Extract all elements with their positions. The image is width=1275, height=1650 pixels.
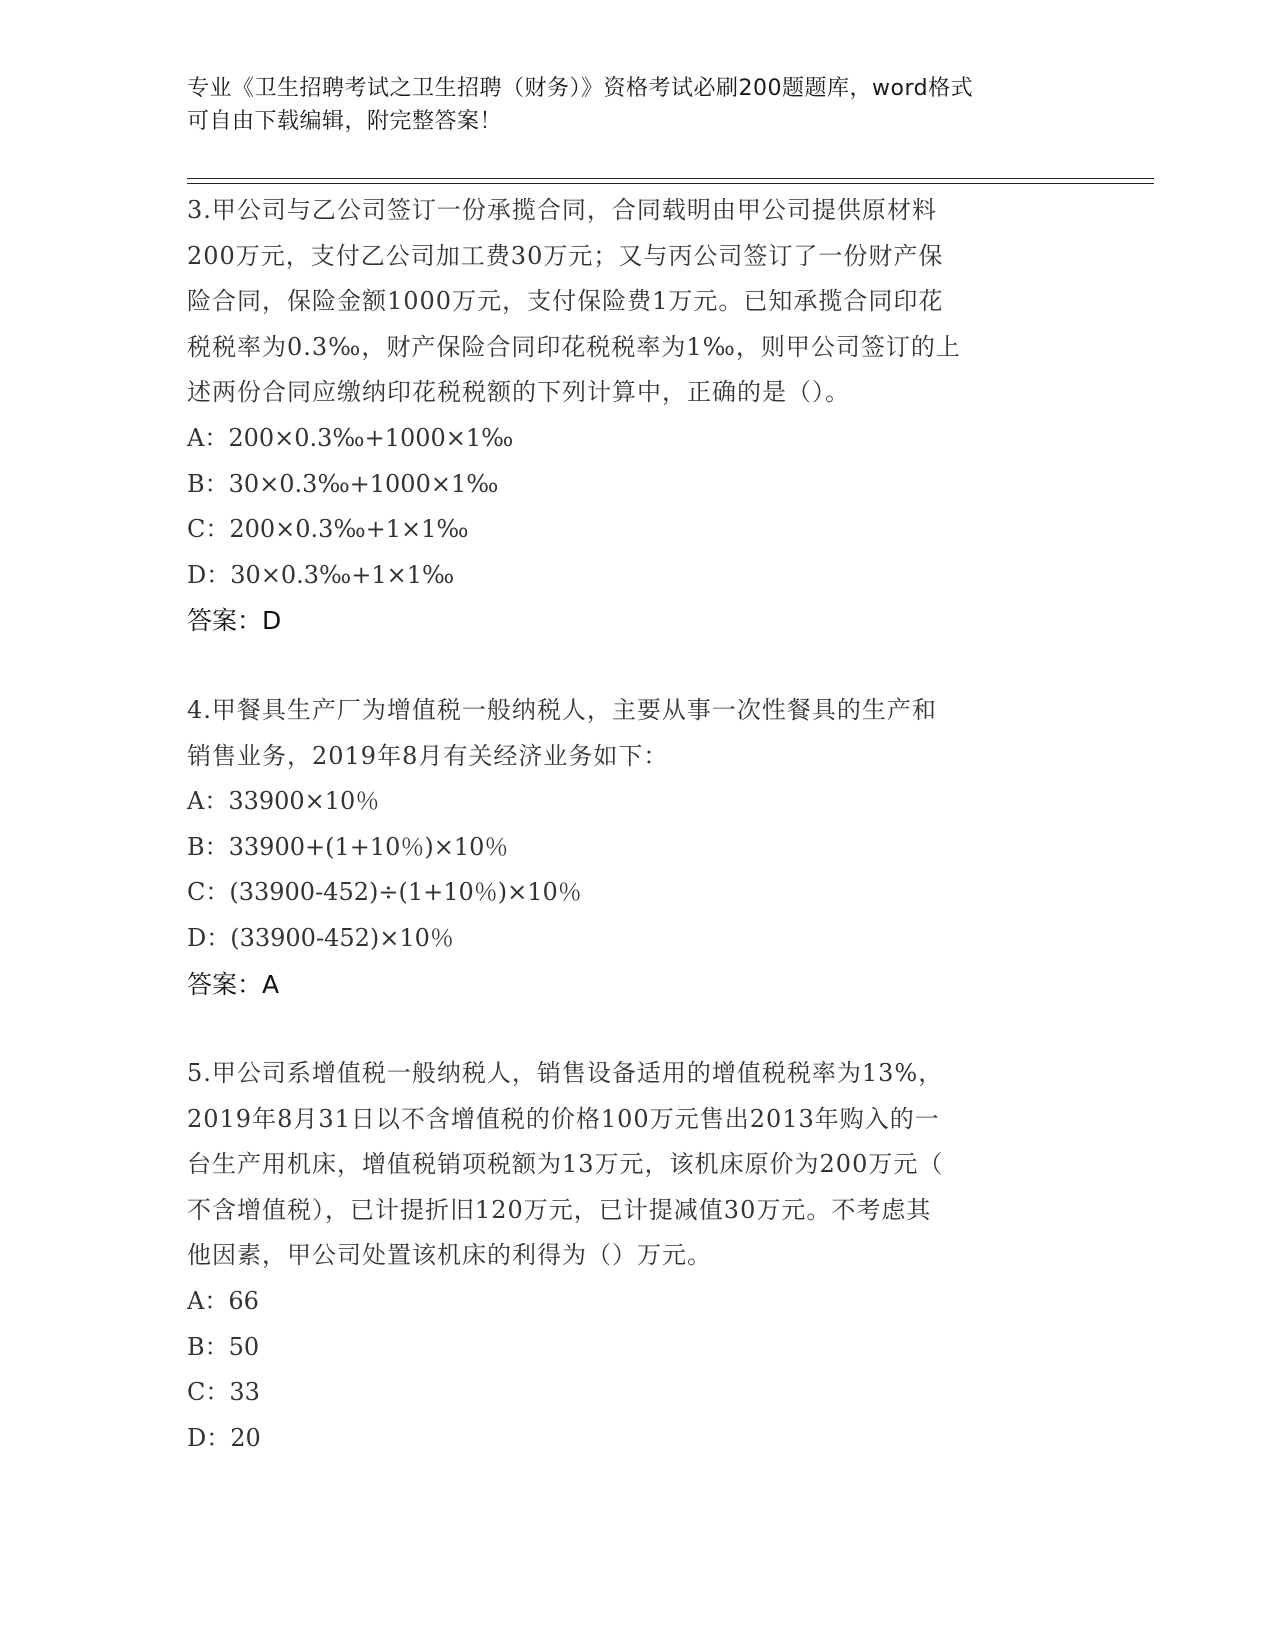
option-d: D：(33900-452)×10％ (187, 923, 454, 952)
option-a: A：200×0.3‰+1000×1‰ (187, 423, 514, 452)
option-c: C：33 (187, 1378, 260, 1407)
question-text-line: 200万元，支付乙公司加工费30万元；又与丙公司签订了一份财产保 (187, 241, 944, 270)
question-spacer (187, 1007, 1087, 1051)
question-text-line: 3.甲公司与乙公司签订一份承揽合同，合同载明由甲公司提供原材料 (187, 196, 937, 224)
question-text-line: 台生产用机床，增值税销项税额为13万元，该机床原价为200万元（ (187, 1150, 944, 1179)
header-line-2: 可自由下载编辑，附完整答案！ (187, 109, 503, 134)
header-line-1: 专业《卫生招聘考试之卫生招聘（财务）》资格考试必刷200题题库，word格式 (187, 76, 974, 101)
question-text-line: 税税率为0.3‰，财产保险合同印花税税率为1‰，则甲公司签订的上 (187, 332, 961, 361)
option-d: D：30×0.3‰+1×1‰ (187, 560, 455, 589)
option-c: C：(33900-452)÷(1+10％)×10％ (187, 878, 582, 907)
option-b: B：33900+(1+10％)×10％ (187, 832, 509, 861)
option-b: B：30×0.3‰+1000×1‰ (187, 469, 499, 498)
question-text-line: 销售业务，2019年8月有关经济业务如下： (187, 741, 669, 770)
question-5 (187, 1051, 1087, 1461)
option-c: C：200×0.3‰+1×1‰ (187, 515, 469, 544)
header-divider-bottom (187, 183, 1154, 184)
question-list (187, 188, 1087, 1461)
header-divider-top (187, 178, 1154, 179)
question-text-line: 述两份合同应缴纳印花税税额的下列计算中，正确的是（）。 (187, 378, 850, 407)
question-spacer (187, 644, 1087, 688)
question-text-line: 险合同，保险金额1000万元，支付保险费1万元。已知承揽合同印花 (187, 287, 944, 316)
question-text-line: 4.甲餐具生产厂为增值税一般纳税人，主要从事一次性餐具的生产和 (187, 695, 937, 724)
option-a: A：66 (187, 1287, 259, 1316)
option-b: B：50 (187, 1332, 260, 1361)
document-header (187, 72, 1067, 138)
answer-label: 答案：A (187, 969, 280, 999)
option-d: D：20 (187, 1423, 261, 1452)
question-text-line: 他因素，甲公司处置该机床的利得为（）万元。 (187, 1241, 712, 1270)
question-4 (187, 688, 1087, 1007)
question-text-line: 5.甲公司系增值税一般纳税人，销售设备适用的增值税税率为13%， (187, 1059, 944, 1088)
question-3 (187, 188, 1087, 644)
answer-label: 答案：D (187, 606, 282, 636)
option-a: A：33900×10％ (187, 787, 380, 816)
question-text-line: 2019年8月31日以不含增值税的价格100万元售出2013年购入的一 (187, 1104, 940, 1133)
question-text-line: 不含增值税），已计提折旧120万元，已计提减值30万元。不考虑其 (187, 1195, 932, 1224)
